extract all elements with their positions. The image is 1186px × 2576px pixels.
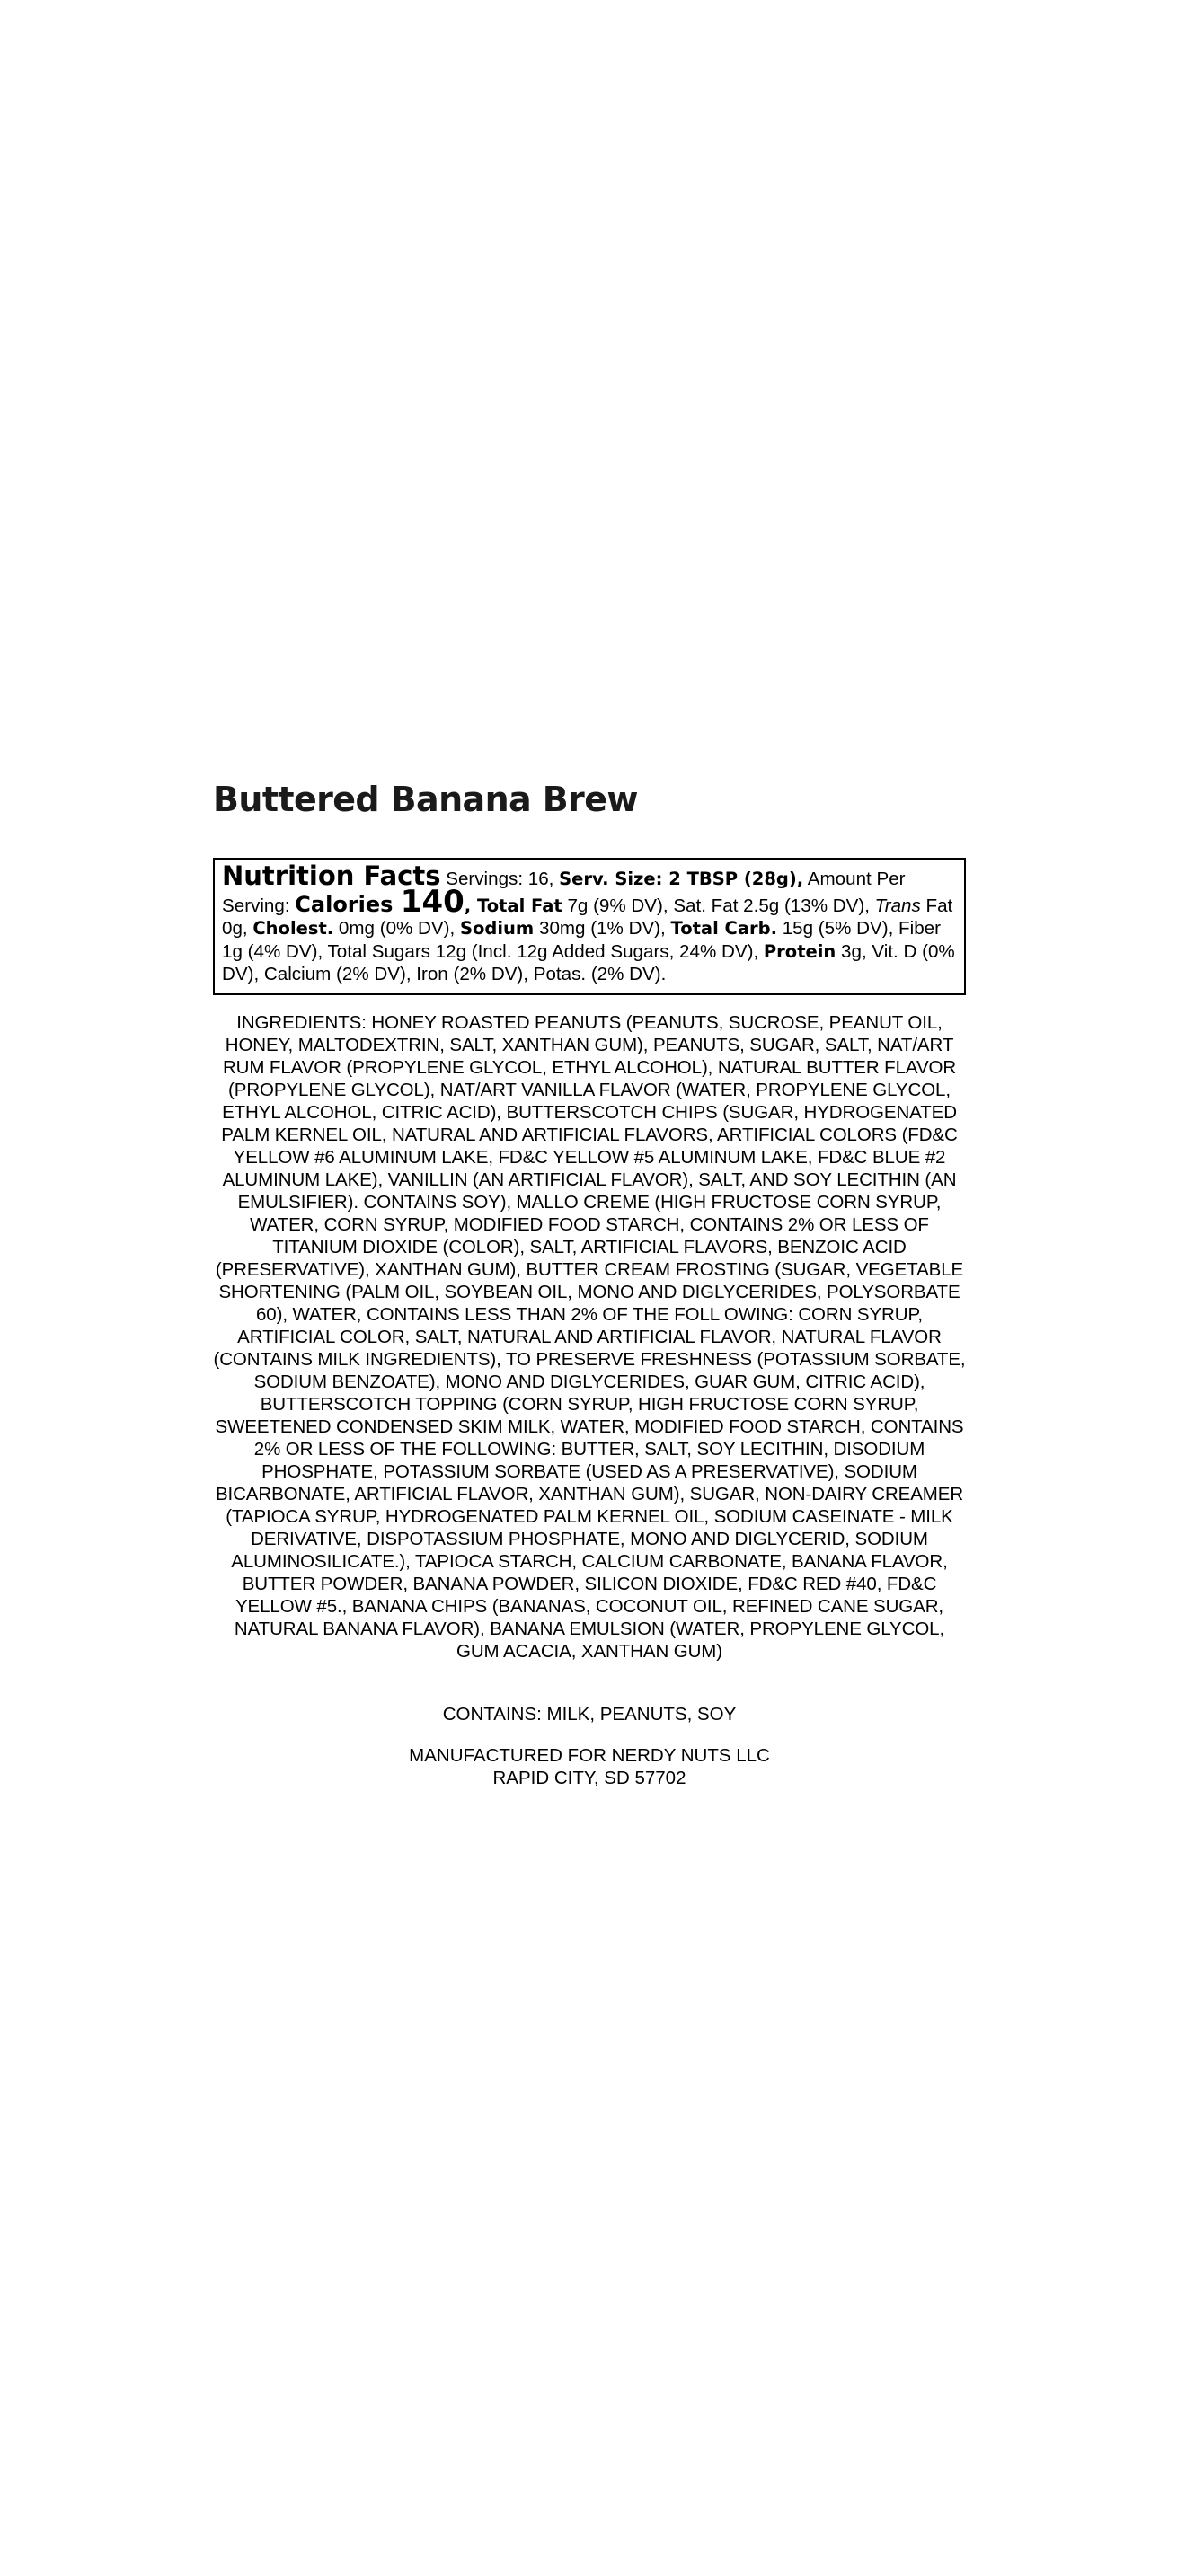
manufacturer-address: RAPID CITY, SD 57702 — [492, 1768, 686, 1788]
serving-size-label: Serv. Size: 2 TBSP (28g), — [559, 869, 804, 889]
sodium-value: 30mg (1% DV), — [534, 918, 671, 939]
cholesterol-label: Cholest. — [252, 918, 334, 939]
amount-per-serving-text: Amount Per Serving: — [222, 869, 906, 916]
protein-label: Protein — [763, 940, 836, 962]
calories-separator: , — [464, 895, 477, 916]
allergen-statement: CONTAINS: MILK, PEANUTS, SOY — [442, 1704, 737, 1725]
trans-fat-label: Trans — [874, 895, 921, 916]
total-carb-label: Total Carb. — [670, 918, 777, 939]
calories-value: 140 — [400, 883, 465, 920]
product-title: Buttered Banana Brew — [213, 780, 638, 819]
calories-label: Calories — [295, 891, 401, 917]
total-fat-value: 7g (9% DV), Sat. Fat 2.5g (13% DV), — [562, 895, 875, 916]
manufacturer-name: MANUFACTURED FOR NERDY NUTS LLC — [409, 1745, 770, 1766]
nutrition-facts-header: Nutrition Facts — [222, 860, 441, 891]
nutrition-facts-panel — [213, 858, 966, 995]
total-carb-value: 15g (5% DV), Fiber 1g (4% DV), Total Sugars 12g (Incl. 12g Added Sugars, 24% DV), — [222, 918, 941, 962]
trans-fat-value: Fat 0g, — [222, 895, 953, 939]
sodium-label: Sodium — [459, 918, 535, 939]
ingredients-list: INGREDIENTS: HONEY ROASTED PEANUTS (PEANUTS, SUCROSE, PEANUT OIL, HONEY, MALTODEXTRIN, SALT, XANTHAN GUM), PEANUTS, SUGAR, SALT, NAT/ART RUM FLAVOR (PROPYLENE GLYCOL, ETHYL ALCOHOL), NATURAL BUTTER FLAVOR (PROPYLENE GLYCOL), NAT/ART VANILLA FLAVOR (WATER, PROPYLENE GLYCOL, ETHYL ALCOHOL, CITRIC ACID), BUTTERSCOTCH CHIPS (SUGAR, HYDROGENATED PALM KERNEL OIL, NATURAL AND ARTIFICIAL FLAVORS, ARTIFICIAL COLORS (FD&C YELLOW #6 ALUMINUM LAKE, FD&C YELLOW #5 ALUMINUM LAKE, FD&C BLUE #2 ALUMINUM LAKE), VANILLIN (AN ARTIFICIAL FLAVOR), SALT, AND SOY LECITHIN (AN EMULSIFIER). CONTAINS SOY), MALLO CREME (HIGH FRUCTOSE CORN SYRUP, WATER, CORN SYRUP, MODIFIED FOOD STARCH, CONTAINS 2% OR LESS OF TITANIUM DIOXIDE (COLOR), SALT, ARTIFICIAL FLAVORS, BENZOIC ACID (PRESERVATIVE), XANTHAN GUM), BUTTER CREAM FROSTING (SUGAR, VEGETABLE SHORTENING (PALM OIL, SOYBEAN OIL, MONO AND DIGLYCERIDES, POLYSORBATE 60), WATER, CONTAINS LESS THAN 2% OF THE FOLL OWING: CORN SYRUP, ARTIFICIAL COLOR, SALT, NATURAL AND ARTIFICIAL FLAVOR, NATURAL FLAVOR (CONTAINS MILK INGREDIENTS), TO PRESERVE FRESHNESS (POTASSIUM SORBATE, SODIUM BENZOATE), MONO AND DIGLYCERIDES, GUAR GUM, CITRIC ACID), BUTTERSCOTCH TOPPING (CORN SYRUP, HIGH FRUCTOSE CORN SYRUP, SWEETENED CONDENSED SKIM MILK, WATER, MODIFIED FOOD STARCH, CONTAINS 2% OR LESS OF THE FOLLOWING: BUTTER, SALT, SOY LECITHIN, DISODIUM PHOSPHATE, POTASSIUM SORBATE (USED AS A PRESERVATIVE), SODIUM BICARBONATE, ARTIFICIAL FLAVOR, XANTHAN GUM), SUGAR, NON-DAIRY CREAMER (TAPIOCA SYRUP, HYDROGENATED PALM KERNEL OIL, SODIUM CASEINATE - MILK DERIVATIVE, DISPOTASSIUM PHOSPHATE, MONO AND DIGLYCERID, SODIUM ALUMINOSILICATE.), TAPIOCA STARCH, CALCIUM CARBONATE, BANANA FLAVOR, BUTTER POWDER, BANANA POWDER, SILICON DIOXIDE, FD&C RED #40, FD&C YELLOW #5., BANANA CHIPS (BANANAS, COCONUT OIL, REFINED CANE SUGAR, NATURAL BANANA FLAVOR), BANANA EMULSION (WATER, PROPYLENE GLYCOL, GUM ACACIA, XANTHAN GUM) — [213, 1012, 966, 1662]
protein-value: 3g, Vit. D (0% DV), Calcium (2% DV), Iron (2% DV), Potas. (2% DV). — [222, 940, 955, 984]
cholesterol-value: 0mg (0% DV), — [333, 918, 460, 939]
total-fat-label: Total Fat — [476, 895, 562, 916]
servings-text: Servings: 16, — [440, 869, 560, 889]
manufacturer-info — [213, 1744, 966, 1789]
